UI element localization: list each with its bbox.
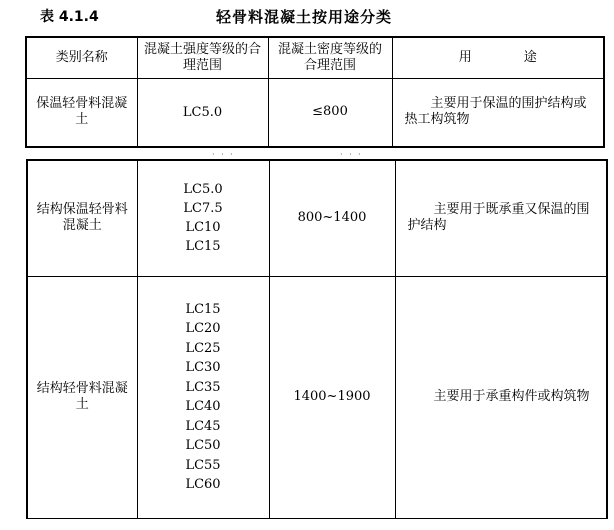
grade-value: LC55 [185,457,221,473]
grade-value: LC60 [185,477,221,492]
density-cell: 1400~1900 [269,276,395,518]
header-usage: 用 途 [392,37,604,79]
grade-value: LC35 [185,379,221,395]
grade-value: LC50 [185,438,221,453]
header-row [26,37,604,79]
header-density: 混凝土密度等级的合理范围 [268,37,392,79]
usage-cell [395,276,607,518]
usage-cell [395,160,607,276]
table-row [26,79,604,147]
usage-cell [392,79,604,147]
continuation-mark: · · · [340,150,363,159]
density-cell: ≤800 [268,79,392,147]
grade-value: LC45 [185,418,221,434]
grade-value: LC15 [185,301,221,317]
header-category: 类别名称 [26,37,137,79]
grade-value: LC7.5 [183,201,223,217]
density-cell: 800~1400 [269,160,395,276]
grade-value: LC5.0 [183,182,223,198]
grade-value: LC25 [185,340,221,356]
category-cell: 结构保温轻骨料混凝土 [27,160,137,276]
classification-table-bottom [26,159,608,519]
header-strength: 混凝土强度等级的合理范围 [137,37,268,79]
usage-text: 主要用于承重构件或构筑物 [433,389,590,404]
strength-cell [137,79,268,147]
category-cell: 结构轻骨料混凝土 [27,276,137,518]
table-number: 表 4.1.4 [40,9,99,25]
grade-value: LC20 [185,321,221,336]
strength-cell [137,160,269,276]
grade-value: LC15 [185,239,221,255]
continuation-mark: · · · [212,150,235,159]
grade-value: LC10 [185,220,221,236]
grade-value: LC5.0 [182,104,223,120]
grade-value: LC40 [185,399,221,414]
table-title: 轻骨料混凝土按用途分类 [216,8,393,26]
usage-text: 主要用于既承重又保温的围护结构 [407,202,590,234]
strength-cell [137,276,269,518]
usage-text: 主要用于保温的围护结构或热工构筑物 [404,96,587,128]
category-cell: 保温轻骨料混凝土 [26,79,137,147]
table-row [27,160,607,276]
grade-value: LC30 [185,360,221,375]
table-row [27,276,607,518]
table-caption [0,6,614,30]
classification-table-top [25,36,605,148]
